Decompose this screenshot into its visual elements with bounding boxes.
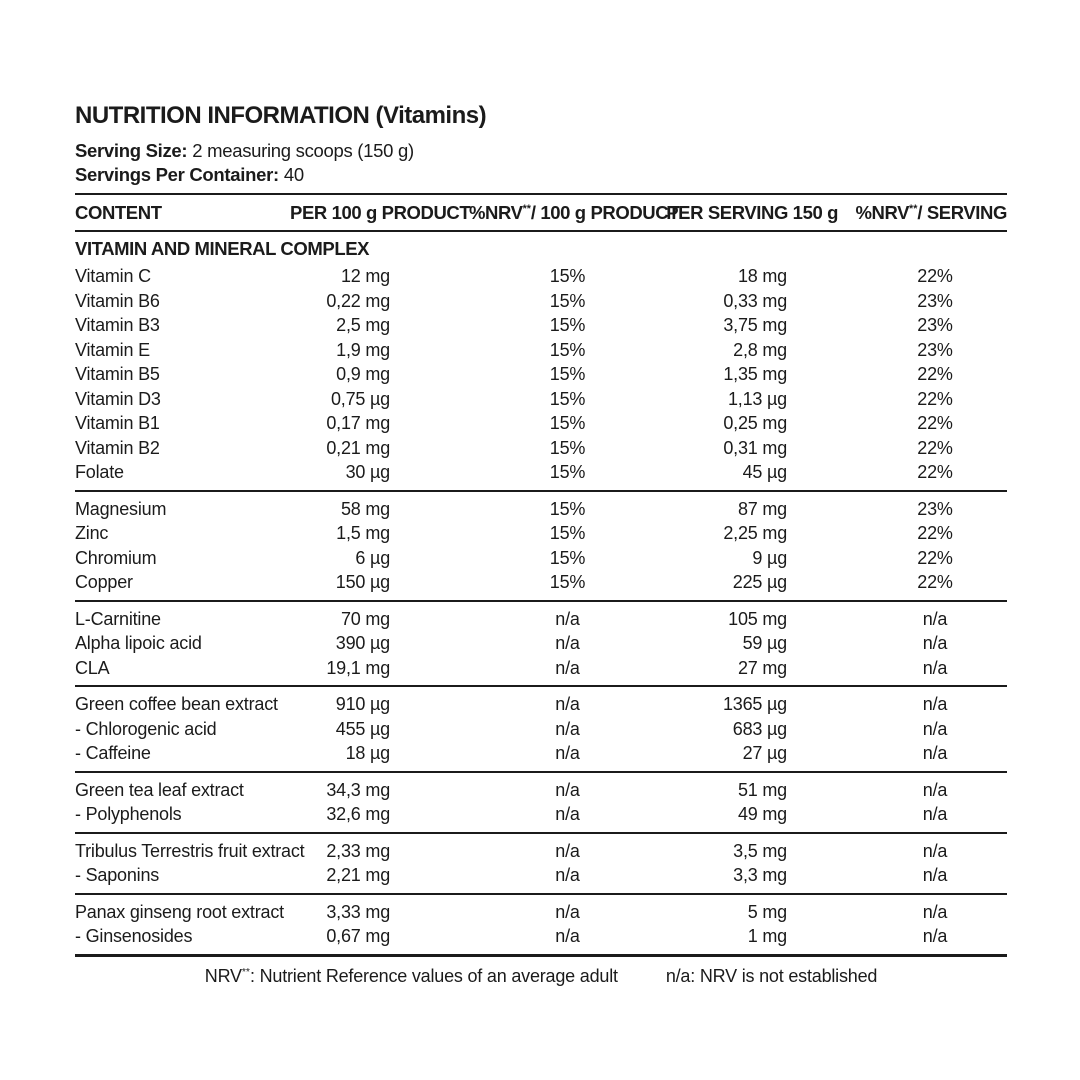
ingredient-value: 15%	[549, 290, 586, 311]
ingredient-value: 15%	[549, 315, 586, 335]
ingredient-value: 30 µg	[345, 462, 390, 482]
ingredient-value: 6 µg	[355, 547, 390, 568]
ingredient-name: L-Carnitine	[75, 608, 161, 629]
ingredient-name: Vitamin B6	[75, 290, 160, 311]
ingredient-name: - Saponins	[75, 865, 160, 885]
ingredient-value: n/a	[922, 743, 948, 763]
ingredient-name: Chromium	[75, 547, 157, 568]
ingredient-value: 1365 µg	[722, 694, 787, 714]
table-row	[75, 338, 1007, 363]
serving-size-value: 2 measuring scoops (150 g)	[192, 140, 414, 161]
table-row	[75, 436, 1007, 461]
ingredient-name: - Caffeine	[75, 743, 151, 763]
servings-per-container-line	[75, 163, 1007, 187]
ingredient-value: n/a	[555, 743, 580, 763]
ingredient-value: 455 µg	[335, 718, 390, 739]
ingredient-value: 27 mg	[737, 657, 787, 678]
ingredient-value: 27 µg	[742, 743, 787, 763]
ingredient-value: n/a	[922, 840, 948, 861]
section-header: VITAMIN AND MINERAL COMPLEX	[75, 238, 370, 259]
table-row	[75, 570, 1007, 595]
ingredient-value: 0,22 mg	[326, 290, 390, 311]
column-header: CONTENT	[75, 201, 162, 223]
ingredient-value: 0,67 mg	[326, 926, 390, 946]
nutrition-label	[75, 0, 1007, 987]
ingredient-name: Panax ginseng root extract	[75, 901, 284, 922]
table-row	[75, 656, 1007, 681]
ingredient-value: 22%	[917, 364, 953, 384]
ingredient-value: 2,8 mg	[733, 339, 787, 360]
ingredient-value: 23%	[917, 290, 953, 311]
table-row	[75, 497, 1007, 522]
ingredient-name: Vitamin B3	[75, 315, 160, 335]
footnotes	[75, 957, 1007, 987]
page-title: NUTRITION INFORMATION (Vitamins)	[75, 102, 487, 129]
table-row	[75, 607, 1007, 632]
table-row	[75, 387, 1007, 412]
serving-size-label: Serving Size:	[75, 140, 188, 161]
ingredient-value: 22%	[917, 462, 953, 482]
ingredient-value: 683 µg	[732, 718, 787, 739]
table-row	[75, 521, 1007, 546]
group-separator	[75, 490, 1007, 492]
column-header: %NRV**/ 100 g PRODUCT	[469, 201, 680, 223]
ingredient-name: Tribulus Terrestris fruit extract	[75, 840, 305, 861]
servings-per-container-label: Servings Per Container:	[75, 164, 279, 185]
table-row	[75, 778, 1007, 803]
ingredient-value: 3,3 mg	[733, 865, 787, 885]
ingredient-value: 2,5 mg	[336, 315, 390, 335]
table-row	[75, 692, 1007, 717]
ingredient-value: 1,5 mg	[336, 523, 390, 543]
table-row	[75, 460, 1007, 485]
group-separator	[75, 893, 1007, 895]
ingredient-value: 390 µg	[335, 633, 390, 653]
ingredient-value: 2,25 mg	[723, 523, 787, 543]
ingredient-name: Vitamin E	[75, 339, 150, 360]
table-row	[75, 411, 1007, 436]
table-row	[75, 741, 1007, 766]
ingredient-value: 70 mg	[340, 608, 390, 629]
table-row	[75, 289, 1007, 314]
ingredient-value: 0,33 mg	[723, 290, 787, 311]
ingredient-name: Vitamin D3	[75, 388, 161, 409]
ingredient-name: Vitamin B5	[75, 364, 160, 384]
group-separator	[75, 832, 1007, 834]
table-row	[75, 362, 1007, 387]
ingredient-value: 5 mg	[747, 901, 787, 922]
ingredient-value: n/a	[555, 926, 580, 946]
ingredient-value: 15%	[549, 339, 586, 360]
ingredient-name: Copper	[75, 572, 133, 592]
ingredient-value: 22%	[917, 547, 953, 568]
table-row	[75, 863, 1007, 888]
ingredient-value: n/a	[555, 657, 580, 678]
ingredient-value: 15%	[549, 266, 586, 286]
ingredient-value: 45 µg	[742, 462, 787, 482]
ingredient-value: 1,13 µg	[727, 388, 787, 409]
ingredient-value: n/a	[555, 865, 580, 885]
ingredient-value: 9 µg	[752, 547, 787, 568]
ingredient-value: n/a	[922, 804, 948, 824]
ingredient-value: 51 mg	[737, 779, 787, 800]
ingredient-value: 59 µg	[742, 633, 787, 653]
ingredient-name: - Chlorogenic acid	[75, 718, 217, 739]
ingredient-value: 18 mg	[737, 266, 787, 286]
ingredient-value: 22%	[917, 388, 953, 409]
ingredient-value: n/a	[555, 804, 580, 824]
ingredient-value: 23%	[917, 315, 953, 335]
column-header: PER SERVING 150 g	[666, 201, 838, 223]
group-separator	[75, 685, 1007, 687]
ingredient-value: 105 mg	[728, 608, 787, 629]
ingredient-value: n/a	[922, 865, 948, 885]
ingredient-value: n/a	[555, 694, 580, 714]
table-row	[75, 900, 1007, 925]
ingredient-value: 58 mg	[340, 498, 390, 519]
ingredient-name: Vitamin B1	[75, 413, 160, 433]
ingredient-value: 32,6 mg	[326, 804, 390, 824]
footnote-na: n/a: NRV is not established	[665, 965, 878, 986]
ingredient-value: n/a	[922, 657, 948, 678]
table-row	[75, 264, 1007, 289]
ingredient-value: 15%	[549, 462, 586, 482]
ingredient-value: 15%	[549, 547, 586, 568]
ingredient-value: 910 µg	[335, 694, 390, 714]
ingredient-value: 22%	[917, 523, 953, 543]
ingredient-value: 22%	[917, 266, 953, 286]
ingredient-name: Zinc	[75, 523, 109, 543]
ingredient-name: Folate	[75, 462, 124, 482]
ingredient-value: 0,25 mg	[723, 413, 787, 433]
ingredient-value: 2,33 mg	[326, 840, 390, 861]
ingredient-value: n/a	[922, 779, 948, 800]
servings-per-container-value: 40	[283, 164, 304, 185]
ingredient-value: 15%	[549, 572, 586, 592]
ingredient-value: 23%	[917, 498, 953, 519]
ingredient-name: Alpha lipoic acid	[75, 633, 202, 653]
ingredient-name: Green coffee bean extract	[75, 694, 278, 714]
ingredient-value: 3,33 mg	[326, 901, 390, 922]
ingredient-value: n/a	[922, 608, 948, 629]
ingredient-name: Vitamin B2	[75, 437, 160, 458]
ingredient-value: 1,35 mg	[723, 364, 787, 384]
column-header: %NRV**/ SERVING	[855, 201, 1007, 223]
ingredient-value: 15%	[549, 498, 586, 519]
table-row	[75, 802, 1007, 827]
ingredient-value: n/a	[922, 633, 948, 653]
ingredient-value: n/a	[922, 694, 948, 714]
ingredient-value: n/a	[555, 840, 580, 861]
ingredient-value: 12 mg	[340, 266, 390, 286]
ingredient-value: 1,9 mg	[336, 339, 390, 360]
ingredient-name: - Ginsenosides	[75, 926, 193, 946]
ingredient-value: 22%	[917, 413, 953, 433]
ingredient-value: n/a	[922, 901, 948, 922]
ingredient-value: 3,75 mg	[723, 315, 787, 335]
ingredient-value: n/a	[555, 779, 580, 800]
ingredient-value: 18 µg	[345, 743, 390, 763]
ingredient-value: 15%	[549, 437, 586, 458]
ingredient-value: 0,31 mg	[723, 437, 787, 458]
ingredient-value: 3,5 mg	[733, 840, 787, 861]
ingredient-value: 15%	[549, 413, 586, 433]
ingredient-value: 0,9 mg	[336, 364, 390, 384]
ingredient-value: 22%	[917, 437, 953, 458]
ingredient-value: 49 mg	[737, 804, 787, 824]
table-row	[75, 924, 1007, 949]
ingredient-value: 15%	[549, 388, 586, 409]
ingredient-value: 0,21 mg	[326, 437, 390, 458]
ingredient-value: 150 µg	[335, 572, 390, 592]
serving-size-line	[75, 139, 1007, 163]
group-separator	[75, 600, 1007, 602]
ingredient-name: - Polyphenols	[75, 804, 182, 824]
ingredient-value: 15%	[549, 364, 586, 384]
ingredient-name: Magnesium	[75, 498, 167, 519]
table-row	[75, 839, 1007, 864]
ingredient-value: n/a	[922, 718, 948, 739]
ingredient-value: 22%	[917, 572, 953, 592]
ingredient-value: 0,75 µg	[330, 388, 390, 409]
ingredient-value: n/a	[922, 926, 948, 946]
ingredient-value: 0,17 mg	[326, 413, 390, 433]
ingredient-value: 34,3 mg	[326, 779, 390, 800]
ingredient-value: 19,1 mg	[326, 657, 390, 678]
ingredient-value: 2,21 mg	[326, 865, 390, 885]
ingredient-name: Green tea leaf extract	[75, 779, 244, 800]
table-row	[75, 313, 1007, 338]
footnote-nrv: NRV**: Nutrient Reference values of an average adult	[204, 965, 618, 986]
table-row	[75, 717, 1007, 742]
ingredient-value: n/a	[555, 608, 580, 629]
table-row	[75, 631, 1007, 656]
ingredient-value: n/a	[555, 633, 580, 653]
table-row	[75, 546, 1007, 571]
ingredient-value: 225 µg	[732, 572, 787, 592]
ingredient-value: n/a	[555, 718, 580, 739]
group-separator	[75, 771, 1007, 773]
ingredient-value: n/a	[555, 901, 580, 922]
ingredient-value: 87 mg	[737, 498, 787, 519]
ingredient-name: CLA	[75, 657, 110, 678]
table-header-row	[75, 195, 1007, 230]
ingredient-value: 23%	[917, 339, 953, 360]
column-header: PER 100 g PRODUCT	[290, 201, 471, 223]
ingredient-name: Vitamin C	[75, 266, 151, 286]
table-body	[75, 232, 1007, 949]
ingredient-value: 1 mg	[747, 926, 787, 946]
ingredient-value: 15%	[549, 523, 586, 543]
